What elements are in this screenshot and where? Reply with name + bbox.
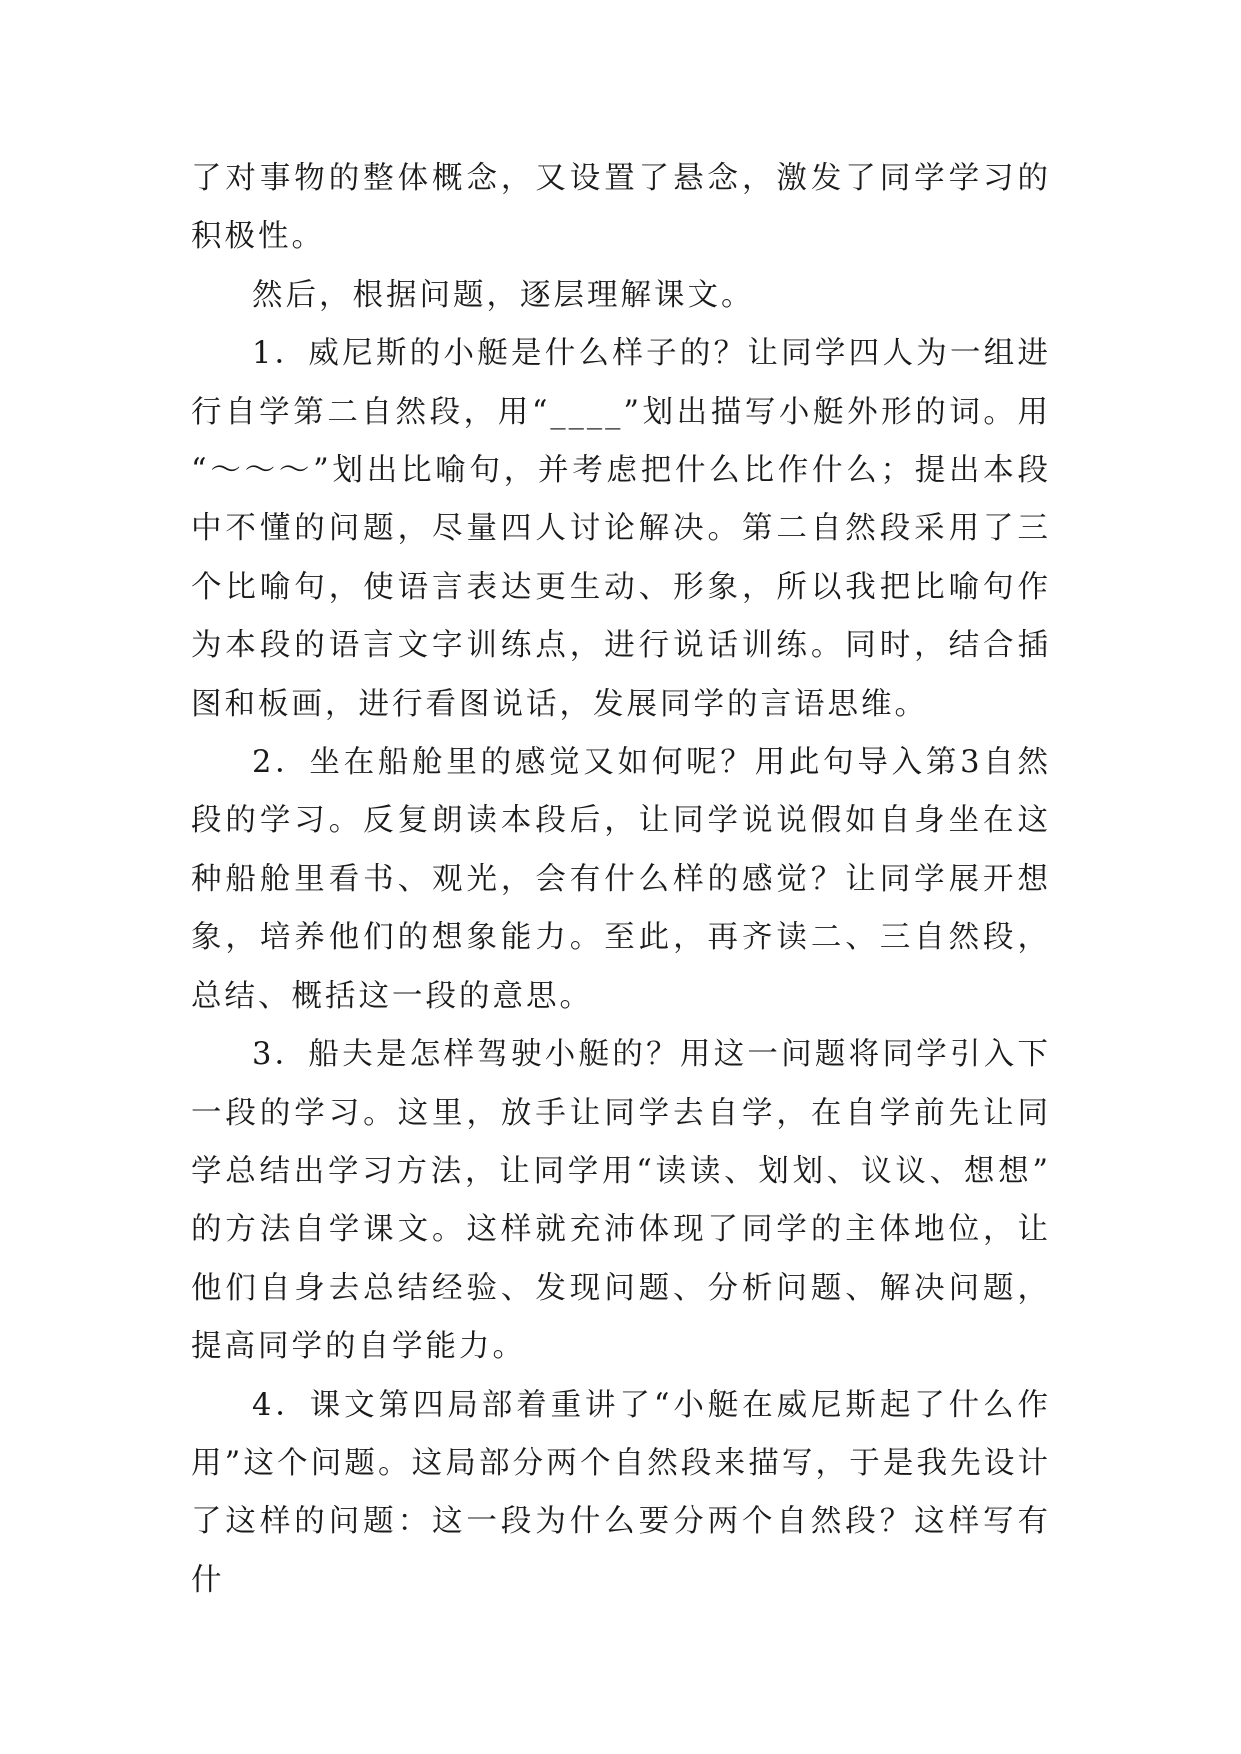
paragraph: 1．威尼斯的小艇是什么样子的？让同学四人为一组进行自学第二自然段，用“____”划出描写小艇外形的词。用“～～～”划出比喻句，并考虑把什么比作什么；提出本段中不懂的问题，尽量四人讨论解决。第二自然段采用了三个比喻句，使语言表达更生动、形象，所以我把比喻句作为本段的语言文字训练点，进行说话训练。同时，结合插图和板画，进行看图说话，发展同学的言语思维。 xyxy=(191,336,1051,722)
paragraph: 然后，根据问题，逐层理解课文。 xyxy=(252,277,755,313)
body-text xyxy=(191,150,1051,1610)
paragraph: 3．船夫是怎样驾驶小艇的？用这一问题将同学引入下一段的学习。这里，放手让同学去自学，在自学前先让同学总结出学习方法，让同学用“读读、划划、议议、想想”的方法自学课文。这样就充沛体现了同学的主体地位，让他们自身去总结经验、发现问题、分析问题、解决问题，提高同学的自学能力。 xyxy=(191,1037,1051,1365)
paragraph: 4．课文第四局部着重讲了“小艇在威尼斯起了什么作用”这个问题。这局部分两个自然段来描写，于是我先设计了这样的问题：这一段为什么要分两个自然段？这样写有什 xyxy=(191,1387,1051,1598)
paragraph: 了对事物的整体概念，又设置了悬念，激发了同学学习的积极性。 xyxy=(191,161,1051,255)
paragraph: 2．坐在船舱里的感觉又如何呢？用此句导入第3自然段的学习。反复朗读本段后，让同学说说假如自身坐在这种船舱里看书、观光，会有什么样的感觉？让同学展开想象，培养他们的想象能力。至此，再齐读二、三自然段，总结、概括这一段的意思。 xyxy=(191,745,1051,1014)
